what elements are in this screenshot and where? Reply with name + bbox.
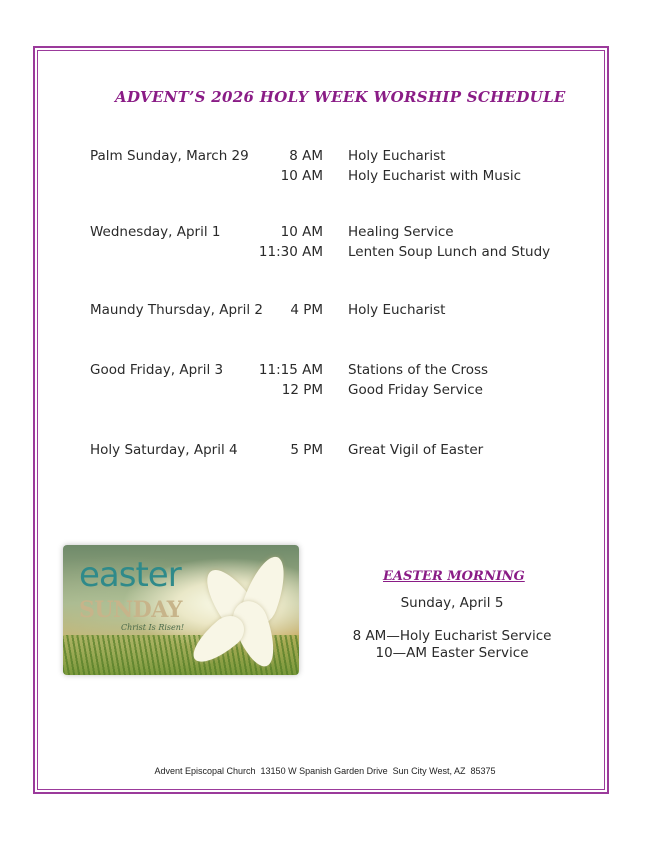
service-name: Good Friday Service xyxy=(348,382,483,398)
service-time: 10 AM xyxy=(280,224,323,240)
service-time: 5 PM xyxy=(290,442,323,458)
service-name: Stations of the Cross xyxy=(348,362,489,378)
schedule-row xyxy=(90,440,590,460)
service-time: 8 AM xyxy=(289,148,323,164)
image-tagline: Christ Is Risen! xyxy=(121,623,185,632)
day-label: Holy Saturday, April 4 xyxy=(90,442,238,458)
schedule-row xyxy=(90,222,590,242)
schedule-row xyxy=(90,146,590,166)
day-label: Maundy Thursday, April 2 xyxy=(90,302,263,318)
service-name: Holy Eucharist with Music xyxy=(348,168,522,184)
service-name: Holy Eucharist xyxy=(348,148,446,164)
easter-morning-date: Sunday, April 5 xyxy=(400,595,504,611)
service-time: 11:15 AM xyxy=(258,362,323,378)
service-name: Holy Eucharist xyxy=(348,302,446,318)
page-title: ADVENT’S 2026 HOLY WEEK WORSHIP SCHEDULE xyxy=(115,88,566,106)
schedule-row xyxy=(90,300,590,320)
day-label: Good Friday, April 3 xyxy=(90,362,224,378)
schedule-row xyxy=(90,380,590,400)
schedule-block-wednesday xyxy=(90,222,590,262)
schedule-row xyxy=(90,360,590,380)
easter-sunday-image xyxy=(63,545,299,675)
day-label: Palm Sunday, March 29 xyxy=(90,148,249,164)
service-time: 4 PM xyxy=(290,302,323,318)
service-time: 10 AM xyxy=(280,168,323,184)
schedule-block-palm-sunday xyxy=(90,146,590,186)
service-time: 11:30 AM xyxy=(258,244,323,260)
easter-morning-service-1: 8 AM—Holy Eucharist Service xyxy=(352,628,552,644)
easter-morning-service-2: 10—AM Easter Service xyxy=(375,645,529,661)
schedule-block-maundy-thursday xyxy=(90,300,590,320)
schedule-block-holy-saturday xyxy=(90,440,590,460)
easter-morning-heading: EASTER MORNING xyxy=(383,569,525,584)
schedule-block-good-friday xyxy=(90,360,590,400)
service-name: Great Vigil of Easter xyxy=(348,442,484,458)
footer-address: Advent Episcopal Church 13150 W Spanish Garden Drive Sun City West, AZ 85375 xyxy=(154,766,496,776)
service-name: Healing Service xyxy=(348,224,454,240)
day-label: Wednesday, April 1 xyxy=(90,224,221,240)
schedule-row xyxy=(90,166,590,186)
image-word-sunday: SUNDAY xyxy=(79,597,182,623)
image-word-easter: easter xyxy=(79,555,181,595)
service-name: Lenten Soup Lunch and Study xyxy=(348,244,551,260)
service-time: 12 PM xyxy=(281,382,323,398)
schedule-row xyxy=(90,242,590,262)
